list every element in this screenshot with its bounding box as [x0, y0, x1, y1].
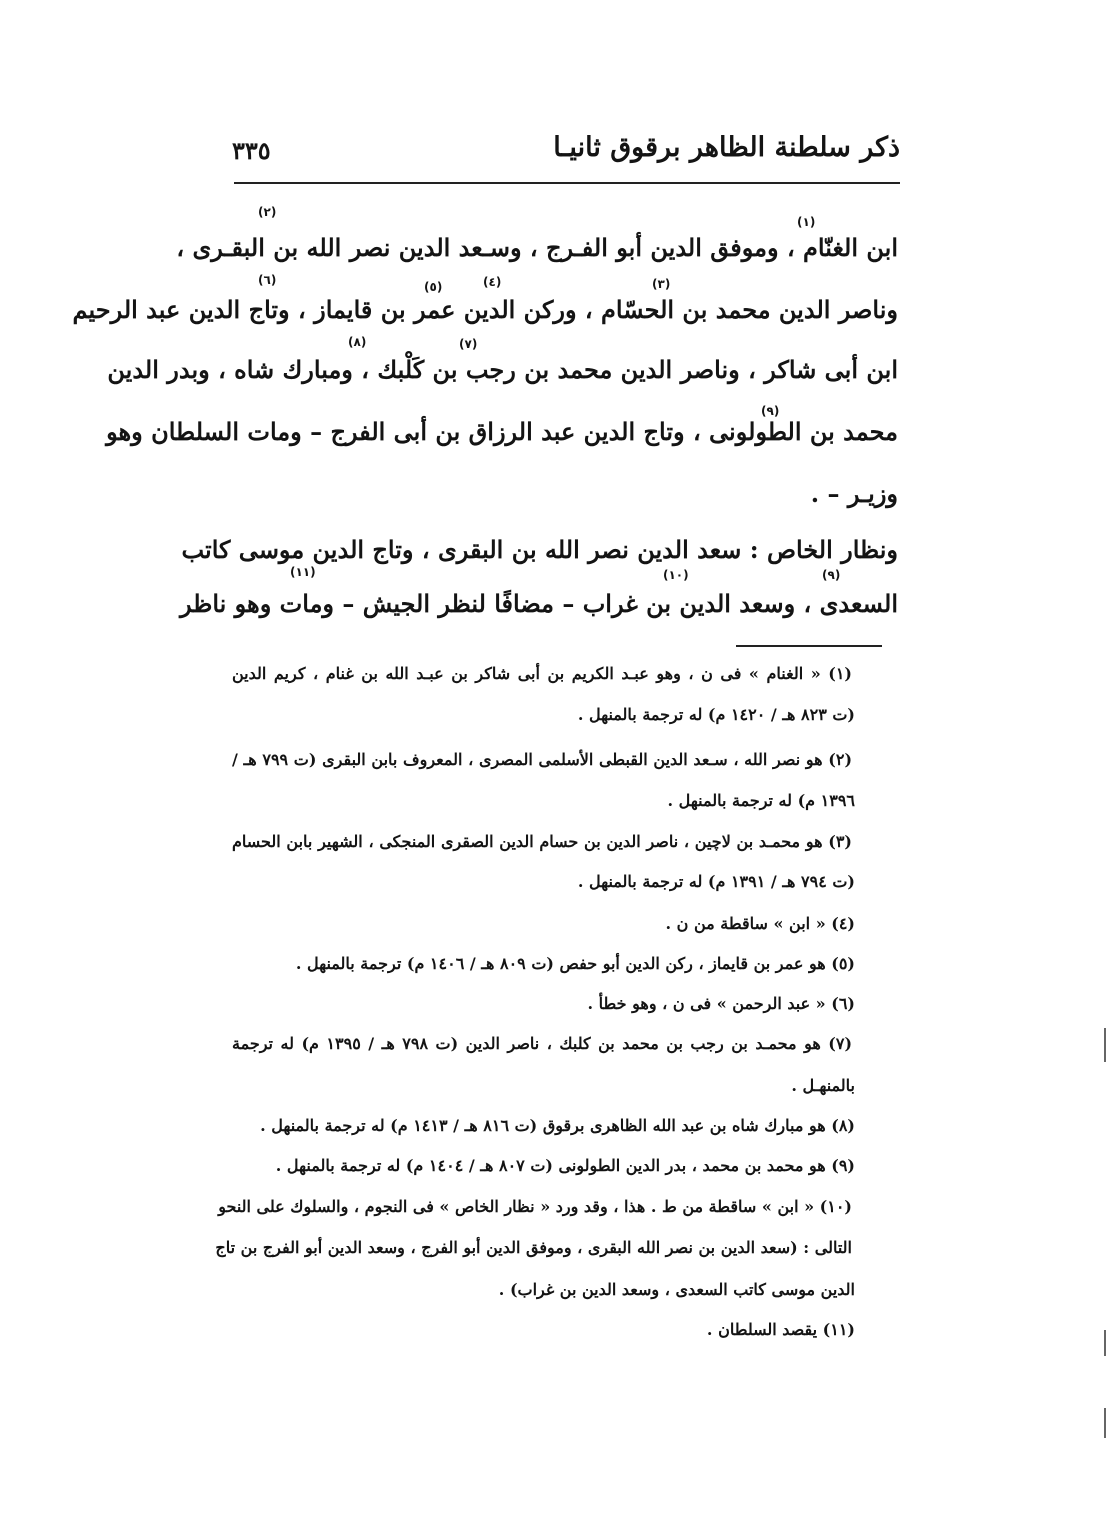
footnote-10-line-1: (١٠) « ابن » ساقطة من ط . هذا ، وقد ورد « نظار الخاص » فى النجوم ، والسلوك على النحو	[218, 1197, 852, 1216]
footnote-1-line-1: (١) « الغنام » فى ن ، وهو عبـد الكريم بن أبى شاكر بن عبـد الله بن غنام ، كريم الدين	[232, 664, 852, 683]
footnote-1-line-2: (ت ٨٢٣ هـ / ١٤٢٠ م) له ترجمة بالمنهل .	[577, 705, 855, 724]
page-number: ٣٣٥	[232, 136, 271, 165]
body-line-1: ابن الغنّام ، وموفق الدين أبو الفـرج ، وسـعد الدين نصر الله بن البقـرى ،	[176, 233, 898, 262]
footnote-marker-8: (٨)	[348, 335, 367, 349]
footnote-7-line-2: بالمنهـل .	[791, 1076, 855, 1095]
footnote-marker-11: (١١)	[290, 565, 316, 579]
body-line-7: السعدى ، وسعد الدين بن غراب – مضافًا لنظر الجيش – ومات وهو ناظر	[179, 589, 898, 618]
footnote-marker-7: (٧)	[459, 337, 478, 351]
footnote-marker-2: (٢)	[258, 205, 277, 219]
body-line-2: وناصر الدين محمد بن الحسّام ، وركن الدين عمر بن قايماز ، وتاج الدين عبد الرحيم	[72, 295, 898, 324]
footnote-marker-3: (٣)	[652, 277, 671, 291]
footnote-6: (٦) « عبد الرحمن » فى ن ، وهو خطأ .	[587, 994, 855, 1013]
body-line-5: وزيـر – .	[810, 479, 898, 508]
footnote-marker-9a: (٩)	[761, 404, 780, 418]
body-line-4: محمد بن الطولونى ، وتاج الدين عبد الرزاق بن أبى الفرج – ومات السلطان وهو	[106, 417, 898, 446]
footnote-2-line-2: ١٣٩٦ م) له ترجمة بالمنهل .	[667, 791, 855, 810]
body-line-6: ونظار الخاص : سعد الدين نصر الله بن البقرى ، وتاج الدين موسى كاتب	[181, 535, 898, 564]
footnote-2-line-1: (٢) هو نصر الله ، سـعد الدين القبطى الأسلمى المصرى ، المعروف بابن البقرى (ت ٧٩٩ هـ /	[232, 750, 853, 769]
footnote-10-line-3: الدين موسى كاتب السعدى ، وسعد الدين بن غراب) .	[498, 1280, 855, 1299]
footnote-9: (٩) هو محمد بن محمد ، بدر الدين الطولونى (ت ٨٠٧ هـ / ١٤٠٤ م) له ترجمة بالمنهل .	[275, 1156, 855, 1175]
running-header	[232, 132, 900, 182]
footnote-marker-6: (٦)	[258, 273, 277, 287]
footnote-8: (٨) هو مبارك شاه بن عبد الله الظاهرى برقوق (ت ٨١٦ هـ / ١٤١٣ م) له ترجمة بالمنهل .	[260, 1116, 855, 1135]
footnote-7-line-1: (٧) هو محمـد بن رجب بن محمد بن كلبك ، ناصر الدين (ت ٧٩٨ هـ / ١٣٩٥ م) له ترجمة	[232, 1034, 853, 1053]
header-rule	[234, 182, 900, 184]
footnote-marker-5: (٥)	[424, 280, 443, 294]
body-line-3: ابن أبى شاكر ، وناصر الدين محمد بن رجب بن كَلْبك ، ومبارك شاه ، وبدر الدين	[107, 355, 898, 384]
scan-edge-mark	[1104, 1330, 1106, 1356]
scan-edge-mark	[1104, 1028, 1106, 1062]
footnote-marker-1: (١)	[797, 215, 816, 229]
footnote-5: (٥) هو عمر بن قايماز ، ركن الدين أبو حفص (ت ٨٠٩ هـ / ١٤٠٦ م) ترجمة بالمنهل .	[295, 954, 855, 973]
chapter-title: ذكر سلطنة الظاهر برقوق ثانيـا	[553, 132, 900, 163]
footnote-4: (٤) « ابن » ساقطة من ن .	[665, 914, 855, 933]
footnote-marker-9b: (٩)	[822, 568, 841, 582]
footnote-3-line-2: (ت ٧٩٤ هـ / ١٣٩١ م) له ترجمة بالمنهل .	[577, 872, 855, 891]
footnotes-rule	[736, 645, 882, 647]
footnote-10-line-2: التالى : (سعد الدين بن نصر الله البقرى ، وموفق الدين أبو الفرج ، وسعد الدين أبو الفرج بن تاج	[215, 1238, 852, 1257]
footnote-3-line-1: (٣) هو محمـد بن لاچين ، ناصر الدين بن حسام الدين الصقرى المنجكى ، الشهير بابن الحسام	[232, 832, 852, 851]
footnote-11: (١١) يقصد السلطان .	[706, 1320, 855, 1339]
scan-edge-mark	[1104, 1408, 1106, 1438]
footnote-marker-10: (١٠)	[663, 568, 689, 582]
footnote-marker-4: (٤)	[483, 275, 502, 289]
